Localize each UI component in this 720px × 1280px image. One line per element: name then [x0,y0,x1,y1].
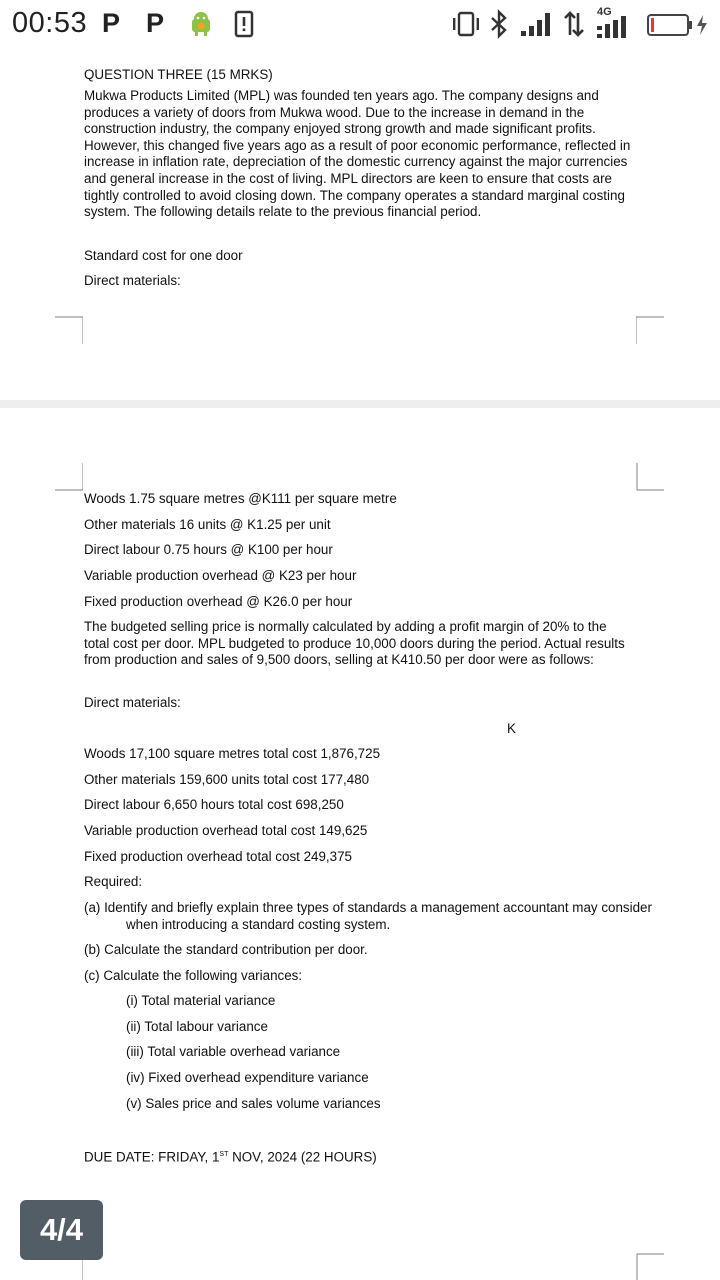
due-date [84,1147,377,1166]
due-date-suffix: NOV, 2024 (22 HOURS) [228,1149,377,1165]
actual-direct-materials-heading: Direct materials: [84,695,181,710]
question-b: (b) Calculate the standard contribution per door. [84,942,368,957]
due-date-superscript: ST [219,1151,229,1158]
bluetooth-icon [488,9,510,39]
standard-line-4: Variable production overhead @ K23 per hour [84,568,357,583]
question-title: QUESTION THREE (15 MRKS) [84,67,273,82]
battery-icon [646,12,694,38]
crop-mark-bottom-right [636,316,664,344]
crop-mark-bottom-left [55,316,83,344]
variance-item-3: (iii) Total variable overhead variance [126,1044,341,1059]
due-date-prefix: DUE DATE: FRIDAY, 1 [84,1149,220,1165]
vibrate-icon [450,10,482,38]
intro-paragraph: Mukwa Products Limited (MPL) was founded ten years ago. The company designs and produces a variety of doors from Mukwa wood. Due to the increase in demand in the construction industry, the company enjoyed strong growth and made significant profits. However, this changed five years ago as a result of poor economic performance, reflected in increase in inflation rate, depreciation of the domestic currency against the major currencies and general increase in the cost of living. MPL directors are keen to ensure that costs are tightly controlled to avoid closing down. The company operates a standard marginal costing system. The following details relate to the previous financial period. [84,88,631,220]
network-type-label: 4G [597,6,612,18]
data-arrows-icon [562,9,586,39]
actual-line-2: Other materials 159,600 units total cost 177,480 [84,772,370,787]
standard-line-1: Woods 1.75 square metres @K111 per square metre [84,491,397,506]
crop-mark-top-right [636,463,664,491]
variance-item-5: (v) Sales price and sales volume variances [126,1096,381,1111]
standard-line-2: Other materials 16 units @ K1.25 per unit [84,517,331,532]
actual-line-1: Woods 17,100 square metres total cost 1,876,725 [84,746,381,761]
direct-materials-heading: Direct materials: [84,273,181,288]
actual-line-3: Direct labour 6,650 hours total cost 698,250 [84,797,344,812]
standard-line-3: Direct labour 0.75 hours @ K100 per hour [84,542,333,557]
app-notification-icon-p1: P [102,8,121,38]
signal-4g-icon [596,16,634,40]
actual-line-4: Variable production overhead total cost 149,625 [84,823,368,838]
question-a: (a) Identify and briefly explain three types of standards a management accountant may consider when introducing a standard costing system. [84,900,652,932]
clock: 00:53 [12,7,88,39]
app-notification-icon-p2: P [146,8,165,38]
page-indicator: 4/4 [20,1200,103,1260]
variance-item-4: (iv) Fixed overhead expenditure variance [126,1070,369,1085]
crop-mark-bottom-right-2 [636,1252,664,1280]
actual-line-5: Fixed production overhead total cost 249,375 [84,849,352,864]
crop-mark-top-left [55,463,83,491]
question-c: (c) Calculate the following variances: [84,968,303,983]
variance-item-1: (i) Total material variance [126,993,276,1008]
page-separator [0,400,720,408]
alert-icon [234,10,254,38]
charging-icon [696,14,708,36]
currency-column-label: K [507,721,516,736]
standard-cost-heading: Standard cost for one door [84,248,243,263]
android-icon [189,10,213,38]
variance-item-2: (ii) Total labour variance [126,1019,268,1034]
standard-line-5: Fixed production overhead @ K26.0 per hour [84,594,353,609]
required-heading: Required: [84,874,143,889]
signal-icon [520,10,554,38]
status-bar [0,0,720,48]
budget-paragraph: The budgeted selling price is normally calculated by adding a profit margin of 20% to the total cost per door. MPL budgeted to produce 10,000 doors during the period. Actual results from production and sales of 9,500 doors, selling at K410.50 per door were as follows: [84,619,625,668]
